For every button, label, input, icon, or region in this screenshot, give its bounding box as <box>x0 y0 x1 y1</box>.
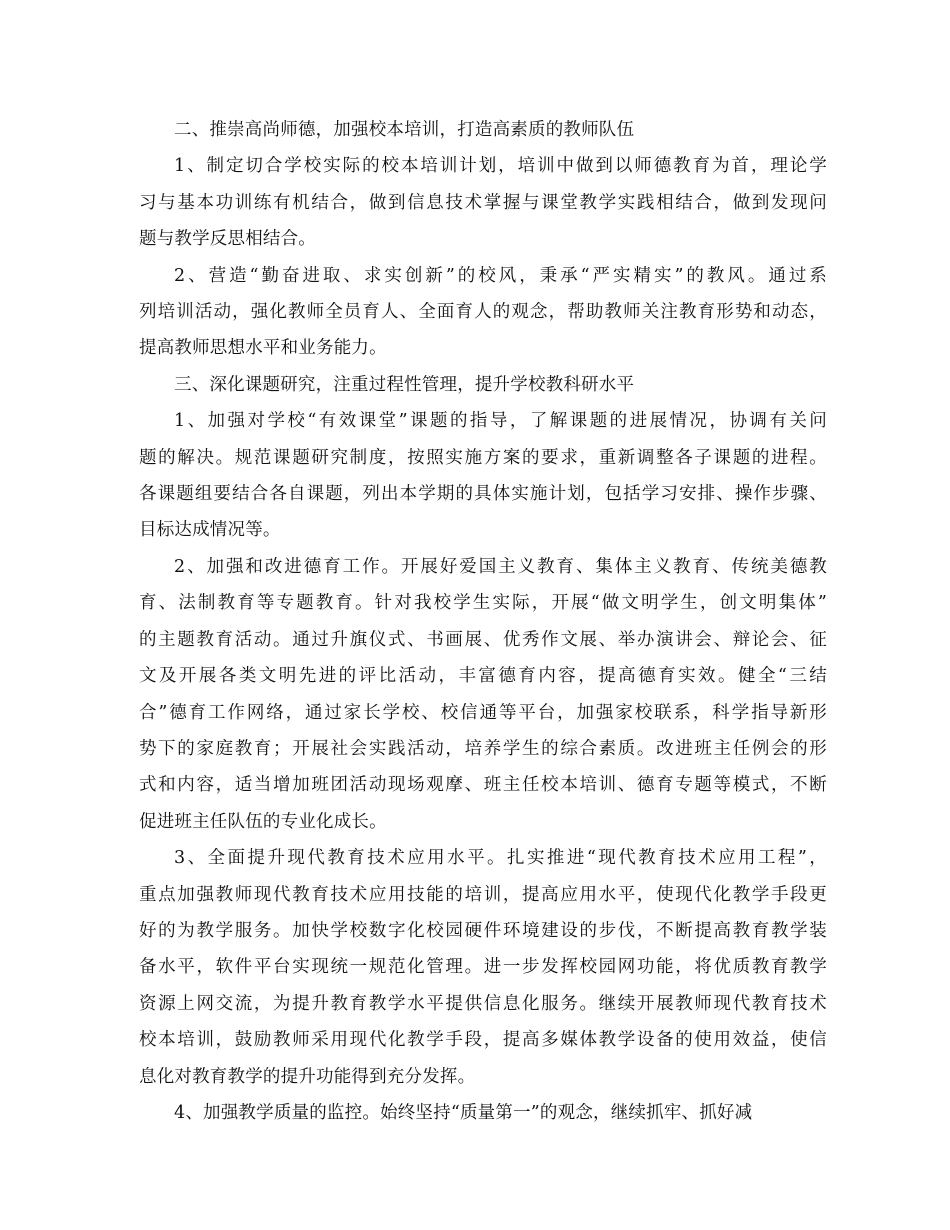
text-line: 文及开展各类文明先进的评比活动，丰富德育内容，提高德育实效。健全“三结 <box>139 666 827 687</box>
text-line: 备水平，软件平台实现统一规范化管理。进一步发挥校园网功能，将优质教育教学 <box>139 957 827 978</box>
text-line: 二、推崇高尚师德，加强校本培训，打造高素质的教师队伍 <box>174 120 635 140</box>
text-line: 合”德育工作网络，通过家长学校、校信通等平台，加强家校联系，科学指导新形 <box>139 702 827 723</box>
body-paragraph <box>139 148 827 257</box>
text-line: 2、加强和改进德育工作。开展好爱国主义教育、集体主义教育、传统美德教 <box>174 556 827 577</box>
text-line: 的主题教育活动。通过升旗仪式、书画展、优秀作文展、举办演讲会、辩论会、征 <box>139 629 827 650</box>
text-line: 题的解决。规范课题研究制度，按照实施方案的要求，重新调整各子课题的进程。 <box>139 447 827 468</box>
text-line: 促进班主任队伍的专业化成长。 <box>139 811 387 832</box>
text-line: 习与基本功训练有机结合，做到信息技术掌握与课堂教学实践相结合，做到发现问 <box>139 192 827 213</box>
document-body <box>139 112 827 1131</box>
text-line: 题与教学反思相结合。 <box>139 229 316 250</box>
text-line: 势下的家庭教育；开展社会实践活动，培养学生的综合素质。改进班主任例会的形 <box>139 738 827 759</box>
body-paragraph <box>139 1095 827 1131</box>
text-line: 校本培训，鼓励教师采用现代化教学手段，提高多媒体教学设备的使用效益，使信 <box>139 1030 827 1051</box>
section-heading <box>139 112 827 148</box>
text-line: 资源上网交流，为提升教育教学水平提供信息化服务。继续开展教师现代教育技术 <box>139 993 827 1014</box>
text-line: 目标达成情况等。 <box>139 520 281 541</box>
text-line: 各课题组要结合各自课题，列出本学期的具体实施计划，包括学习安排、操作步骤、 <box>139 484 827 505</box>
text-line: 列培训活动，强化教师全员育人、全面育人的观念，帮助教师关注教育形势和动态， <box>139 302 827 323</box>
section-heading <box>139 367 827 403</box>
text-line: 好的为教学服务。加快学校数字化校园硬件环境建设的步伐，不断提高教育教学装 <box>139 920 827 941</box>
text-line: 1、制定切合学校实际的校本培训计划，培训中做到以师德教育为首，理论学 <box>174 156 827 177</box>
text-line: 3、全面提升现代教育技术应用水平。扎实推进“现代教育技术应用工程”， <box>174 848 827 869</box>
text-line: 式和内容，适当增加班团活动现场观摩、班主任校本培训、德育专题等模式，不断 <box>139 775 827 796</box>
text-line: 重点加强教师现代教育技术应用技能的培训，提高应用水平，使现代化教学手段更 <box>139 884 827 905</box>
text-line: 4、加强教学质量的监控。始终坚持“质量第一”的观念，继续抓牢、抓好减 <box>174 1102 753 1123</box>
text-line: 三、深化课题研究，注重过程性管理，提升学校教科研水平 <box>174 374 635 395</box>
text-line: 育、法制教育等专题教育。针对我校学生实际，开展“做文明学生，创文明集体” <box>139 593 827 614</box>
body-paragraph <box>139 549 827 840</box>
text-line: 2、营造“勤奋进取、求实创新”的校风，秉承“严实精实”的教风。通过系 <box>174 265 827 286</box>
body-paragraph <box>139 840 827 1095</box>
body-paragraph <box>139 403 827 549</box>
text-line: 1、加强对学校“有效课堂”课题的指导，了解课题的进展情况，协调有关问 <box>174 411 827 432</box>
text-line: 息化对教育教学的提升功能得到充分发挥。 <box>139 1066 476 1087</box>
text-line: 提高教师思想水平和业务能力。 <box>139 338 387 359</box>
body-paragraph <box>139 258 827 367</box>
